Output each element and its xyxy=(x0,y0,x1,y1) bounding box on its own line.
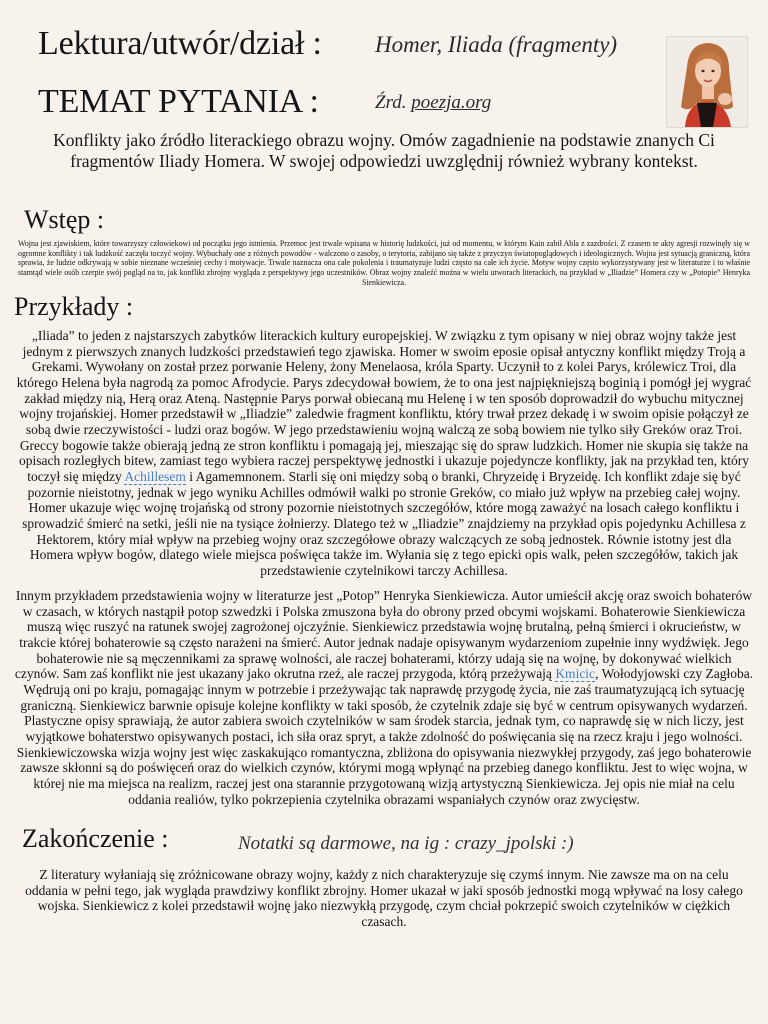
section-heading-przyklady: Przykłady : xyxy=(14,292,134,321)
paragraph-potop-part1: Innym przykładem przedstawienia wojny w literaturze jest „Potop” Henryka Sienkiewicza. Autor umieścił akcję oraz swoich bohaterów w czasach, w których nastąpił potop szwedzki i Polska zmuszona była do obrony przed obcymi wojskami. Bohaterowie Sienkiewicza muszą więc ruszyć na ratunek swojej zagrożonej ojczyźnie. Sienkiewicz przedstawia wojnę brutalną, pełną śmierci i okrucieństw, w trakcie której bohaterowie są często narażeni na śmierć. Autor jednak nadaje opisywanym wydarzeniom zupełnie inny wydźwięk. Jego bohaterowie nie są męczennikami za sprawę wolności, ale raczej bohaterami, którzy udają się na wojnę, by dokonywać wielkich czynów. Sam zaś konflikt nie jest ukazany jako okrutna rzeź, ale raczej przygoda, którą przeżywają xyxy=(14,588,753,682)
link-kmicic[interactable]: Kmicic xyxy=(555,666,596,682)
lektura-label: Lektura/utwór/dział : xyxy=(38,25,322,62)
temat-source-link[interactable]: poezja.org xyxy=(411,92,492,113)
przyklady-paragraph-iliada xyxy=(14,328,754,579)
section-heading-zakonczenie: Zakończenie : xyxy=(22,824,169,853)
link-achillesem[interactable]: Achillesem xyxy=(124,468,186,484)
wstep-text: Wojna jest zjawiskiem, które towarzyszy człowiekowi od początku jego istnienia. Przemoc jest trwale wpisana w historię ludzkości, już od momentu, w którym Kain zabił Abla z zazdrości. Z czasem te akty agresji rozwinęły się w ogromne konflikty i tak ludzkość zaczęła toczyć wojny. Wybuchały one z różnych powodów - walczono o zasoby, o terytoria, zabijano się także z przyczyn światopoglądowych i ideologicznych. Wojna jest sytuacją graniczną, która sprawia, że ludzie odkrywają w sobie nieznane wcześniej cechy i motywacje. Trwale naznacza ona całe pokolenia i traumatyzuje ludzi często na całe ich życie. Motyw wojny często wykorzystywany jest w literaturze i to właśnie stamtąd wiele osób czerpie swój pogląd na to, jak konflikt zbrojny wygląda z perspektywy jego uczestników. Obraz wojny znaleźć można w wielu utworach literackich, na przykład w „Iliadzie” Homera czy w „Potopie” Henryka Sienkiewicza. xyxy=(18,239,750,287)
section-heading-wstep: Wstęp : xyxy=(24,205,105,234)
paragraph-potop-part2: , Wołodyjowski czy Zagłoba. Wędrują oni po kraju, pomagając innym w potrzebie i przeżywając tak naprawdę przygodę życia, nie zaś traumatyzującą ich sytuację graniczną. Sienkiewicz barwnie opisuje kolejne konflikty w taki sposób, że czytelnik zdaje się być w centrum opisywanych wydarzeń. Plastyczne opisy sprawiają, że autor zabiera swoich czytelników w sam środek starcia, jednak tym, co naprawdę się w nich liczy, jest wyjątkowe bohaterstwo opisywanych postaci, ich siła oraz spryt, a także zdolność do poświęcania się na rzecz kraju i jego wolności. Sienkiewiczowska wizja wojny jest więc zaskakująco romantyczna, zbliżona do opisywania niezwykłej przygody, zaś jego bohaterowie zawsze skłonni są do poświęceń oraz do wielkich czynów, którymi mogą wpłynąć na przebieg danego konfliktu. Jest to więc wojna, w której nie ma miejsca na realizm, raczej jest ona starannie przygotowaną wizją artystyczną Sienkiewicza. Jej opis nie miał na celu oddania realiów, tylko pokrzepienia czytelnika obrazami wspaniałych czynów oraz zwycięstw. xyxy=(16,666,754,807)
temat-label: TEMAT PYTANIA : xyxy=(38,83,319,120)
paragraph-iliada-part1: „Iliada” to jeden z najstarszych zabytków literackich kultury europejskiej. W związku z tym opisany w niej obraz wojny także jest jednym z pierwszych znanych ludzkości przedstawień tego zjawiska. Homer w swoim eposie opisał antyczny konflikt między Troją a Grekami. Wywołany on został przez porwanie Heleny, żony Menelaosa, króla Sparty. Uczynił to z kolei Parys, królewicz Troi, dla którego Helena była nagrodą za pomoc Afrodycie. Parys zdecydował bowiem, że to ona jest najpiękniejszą boginią i pomógł jej wygrać zakład między nią, Herą oraz Ateną. Następnie Parys porwał obiecaną mu Helenę i w ten sposób doprowadził do wybuchu mitycznej wojny trojańskiej. Homer przedstawił w „Iliadzie” zaledwie fragment konfliktu, który trwał przez dekadę i w swoim opisie połączył ze sobą dwie rzeczywistości - ludzi oraz bogów. W jego przedstawieniu wojną walczą ze sobą bowiem nie tylko siły Greków oraz Troi. Greccy bogowie także obierają jedną ze stron konfliktu i pomagają jej, mieszając się do spraw ludzkich. Homer nie skupia się także na opisach rozległych bitew, zamiast tego wybiera raczej perspektywę jednostki i ukazuje pojedyncze konflikty, jak na przykład ten, który toczył się między xyxy=(16,328,752,484)
paragraph-iliada-part2: i Agamemnonem. Starli się oni między sobą o branki, Chryzeidę i Bryzeidę. Ich konflikt zdaje się być pozornie nieistotny, jednak w jego wyniku Achilles odmówił walki po stronie Greków, co miało już wpływ na przebieg całej wojny. Homer ukazuje więc wojnę trojańską od strony pozornie nieistotnych szczegółów, które mogą zaważyć na losach całego konfliktu i sprowadzić śmierć na setki, jeśli nie na tysiące żołnierzy. Dlatego też w „Iliadzie” znajdziemy na przykład opis pojedynku Achillesa z Hektorem, który miał wpływ na przebieg wojny oraz szczegółowe obrazy walczących ze sobą jednostek. Równie istotny jest dla Homera wpływ bogów, dlatego wiele miejsca poświęca także im. Wyłania się z tego epicki opis walk, pełen szczegółów, takich jak przedstawienie czytelnikowi tarczy Achillesa. xyxy=(22,468,746,578)
temat-source-prefix: Źrd. xyxy=(375,92,407,113)
notes-free-note: Notatki są darmowe, na ig : crazy_jpolski :) xyxy=(238,833,574,854)
przyklady-paragraph-potop xyxy=(14,588,754,807)
avatar xyxy=(666,36,748,128)
zakonczenie-text: Z literatury wyłaniają się zróżnicowane obrazy wojny, każdy z nich charakteryzuje się czymś innym. Nie zawsze ma on na celu oddania w pełni tego, jak wygląda prawdziwy konflikt zbrojny. Homer ukazał w jaki sposób jednostki mogą wpływać na losy całego wojska. Sienkiewicz z kolei przedstawił wojnę jako niezwykłą przygodę, czym chciał pokrzepić swoich czytelników w ciężkich czasach. xyxy=(25,867,743,929)
lektura-value: Homer, Iliada (fragmenty) xyxy=(375,32,618,57)
question-text: Konflikty jako źródło literackiego obrazu wojny. Omów zagadnienie na podstawie znanych Ci fragmentów Iliady Homera. W swojej odpowiedzi uwzględnij również wybrany kontekst. xyxy=(53,130,715,171)
temat-source xyxy=(375,88,491,118)
